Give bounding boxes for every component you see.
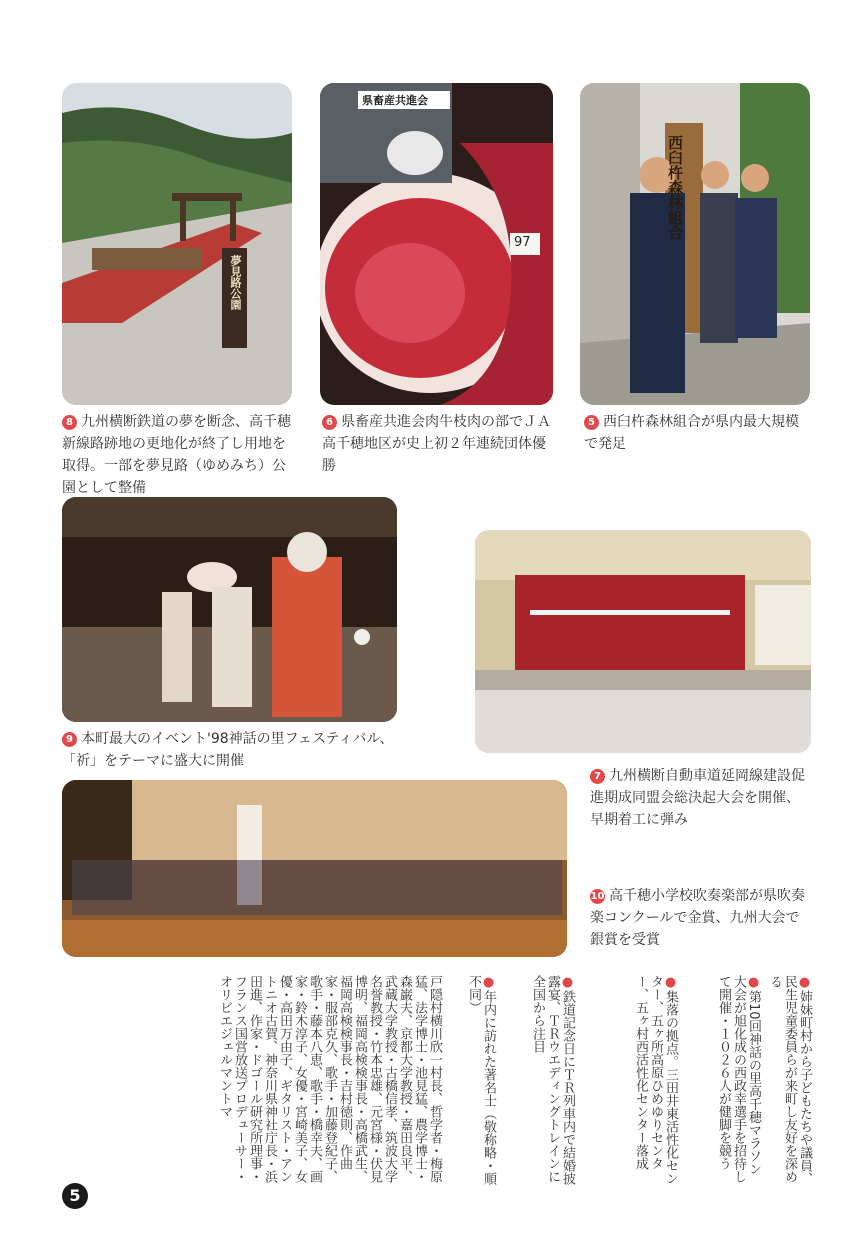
column-3: ●集落の拠点。三田井東活性化センター、五ヶ所高原ひめゆりセンター、五ヶ村西活性化センター落成 — [633, 975, 678, 1185]
caption-text: 九州横断鉄道の夢を断念、高千穂新線路跡地の更地化が終了し用地を取得。一部を夢見路（ゆめみち）公園として整備 — [62, 414, 291, 496]
caption-6 — [322, 411, 556, 477]
caption-badge: 9 — [62, 732, 77, 747]
photo-park — [62, 83, 292, 405]
caption-text: 西臼杵森林組合が県内最大規模で発足 — [584, 414, 799, 452]
photo-beef — [320, 83, 553, 405]
caption-8 — [62, 411, 294, 499]
column-5: ●年内に訪れた著名士（敬称略・順不同） — [466, 975, 496, 1185]
page-number: 5 — [62, 1183, 88, 1209]
caption-badge: 8 — [62, 415, 77, 430]
caption-text: 九州横断自動車道延岡線建設促進期成同盟会総決起大会を開催、早期着工に弾み — [590, 768, 805, 828]
photo-forest-union — [580, 83, 810, 405]
column-6: 戸隠村横川欣一村長、哲学者・梅原猛、法学博士・池見猛、農学博士・森巌夫、京都大学教授・嘉田良平、武蔵大学教授・古橋信孝、筑波大学名誉教授・竹本忠雄、元宮様・伏見博明、福岡高検検事長・高橋武生、福岡高検検事長・吉村徳則、作曲家・服部克久、歌手・加藤登紀子、歌手・藤本八恵、歌手・橋幸夫、画家・鈴木淳子、女優・宮崎美子、女優・高田万由子、ギタリスト・アントニオ古賀、神奈川県神社庁長・浜田進、作家・ドゴール研究所理事・フランス国営放送プロデューサー・オリビエジェルマントマ — [217, 975, 442, 1183]
column-1: ●姉妹町村から子どもたちや議員、民生児童委員らが来町し友好を深める — [767, 975, 812, 1185]
caption-text: 高千穂小学校吹奏楽部が県吹奏楽コンクールで金賞、九州大会で銀賞を受賞 — [590, 888, 805, 948]
caption-text: 県畜産共進会肉牛枝肉の部でＪＡ高千穂地区が史上初２年連続団体優勝 — [322, 414, 551, 474]
caption-5 — [584, 411, 812, 455]
wood-sign-text: 西臼杵森林組合 — [666, 135, 684, 240]
caption-10 — [590, 885, 810, 951]
meat-tag-text: 97 — [514, 235, 531, 250]
caption-badge: 6 — [322, 415, 337, 430]
caption-badge: 10 — [590, 891, 605, 902]
column-2: ●第10回神話の里高千穂マラソン大会が旭化成の西政幸選手を招待して開催・１０２６人が健脚を競う — [716, 975, 761, 1183]
caption-text: 本町最大のイベント'98神話の里フェスティバル、「祈」をテーマに盛大に開催 — [62, 731, 394, 769]
photo-festival — [62, 497, 397, 722]
caption-badge: 5 — [584, 415, 599, 430]
park-sign-text: 夢見路公園 — [229, 255, 242, 310]
caption-9 — [62, 728, 407, 772]
photo-rally — [475, 530, 811, 753]
caption-7 — [590, 765, 810, 831]
photo-band — [62, 780, 567, 957]
caption-badge: 7 — [590, 769, 605, 784]
banner-text: 県畜産共進会 — [362, 94, 428, 107]
column-4: ●鉄道記念日にＴＲ列車内で結婚披露宴、ＴＲウエディングトレインに全国から注目 — [530, 975, 575, 1185]
